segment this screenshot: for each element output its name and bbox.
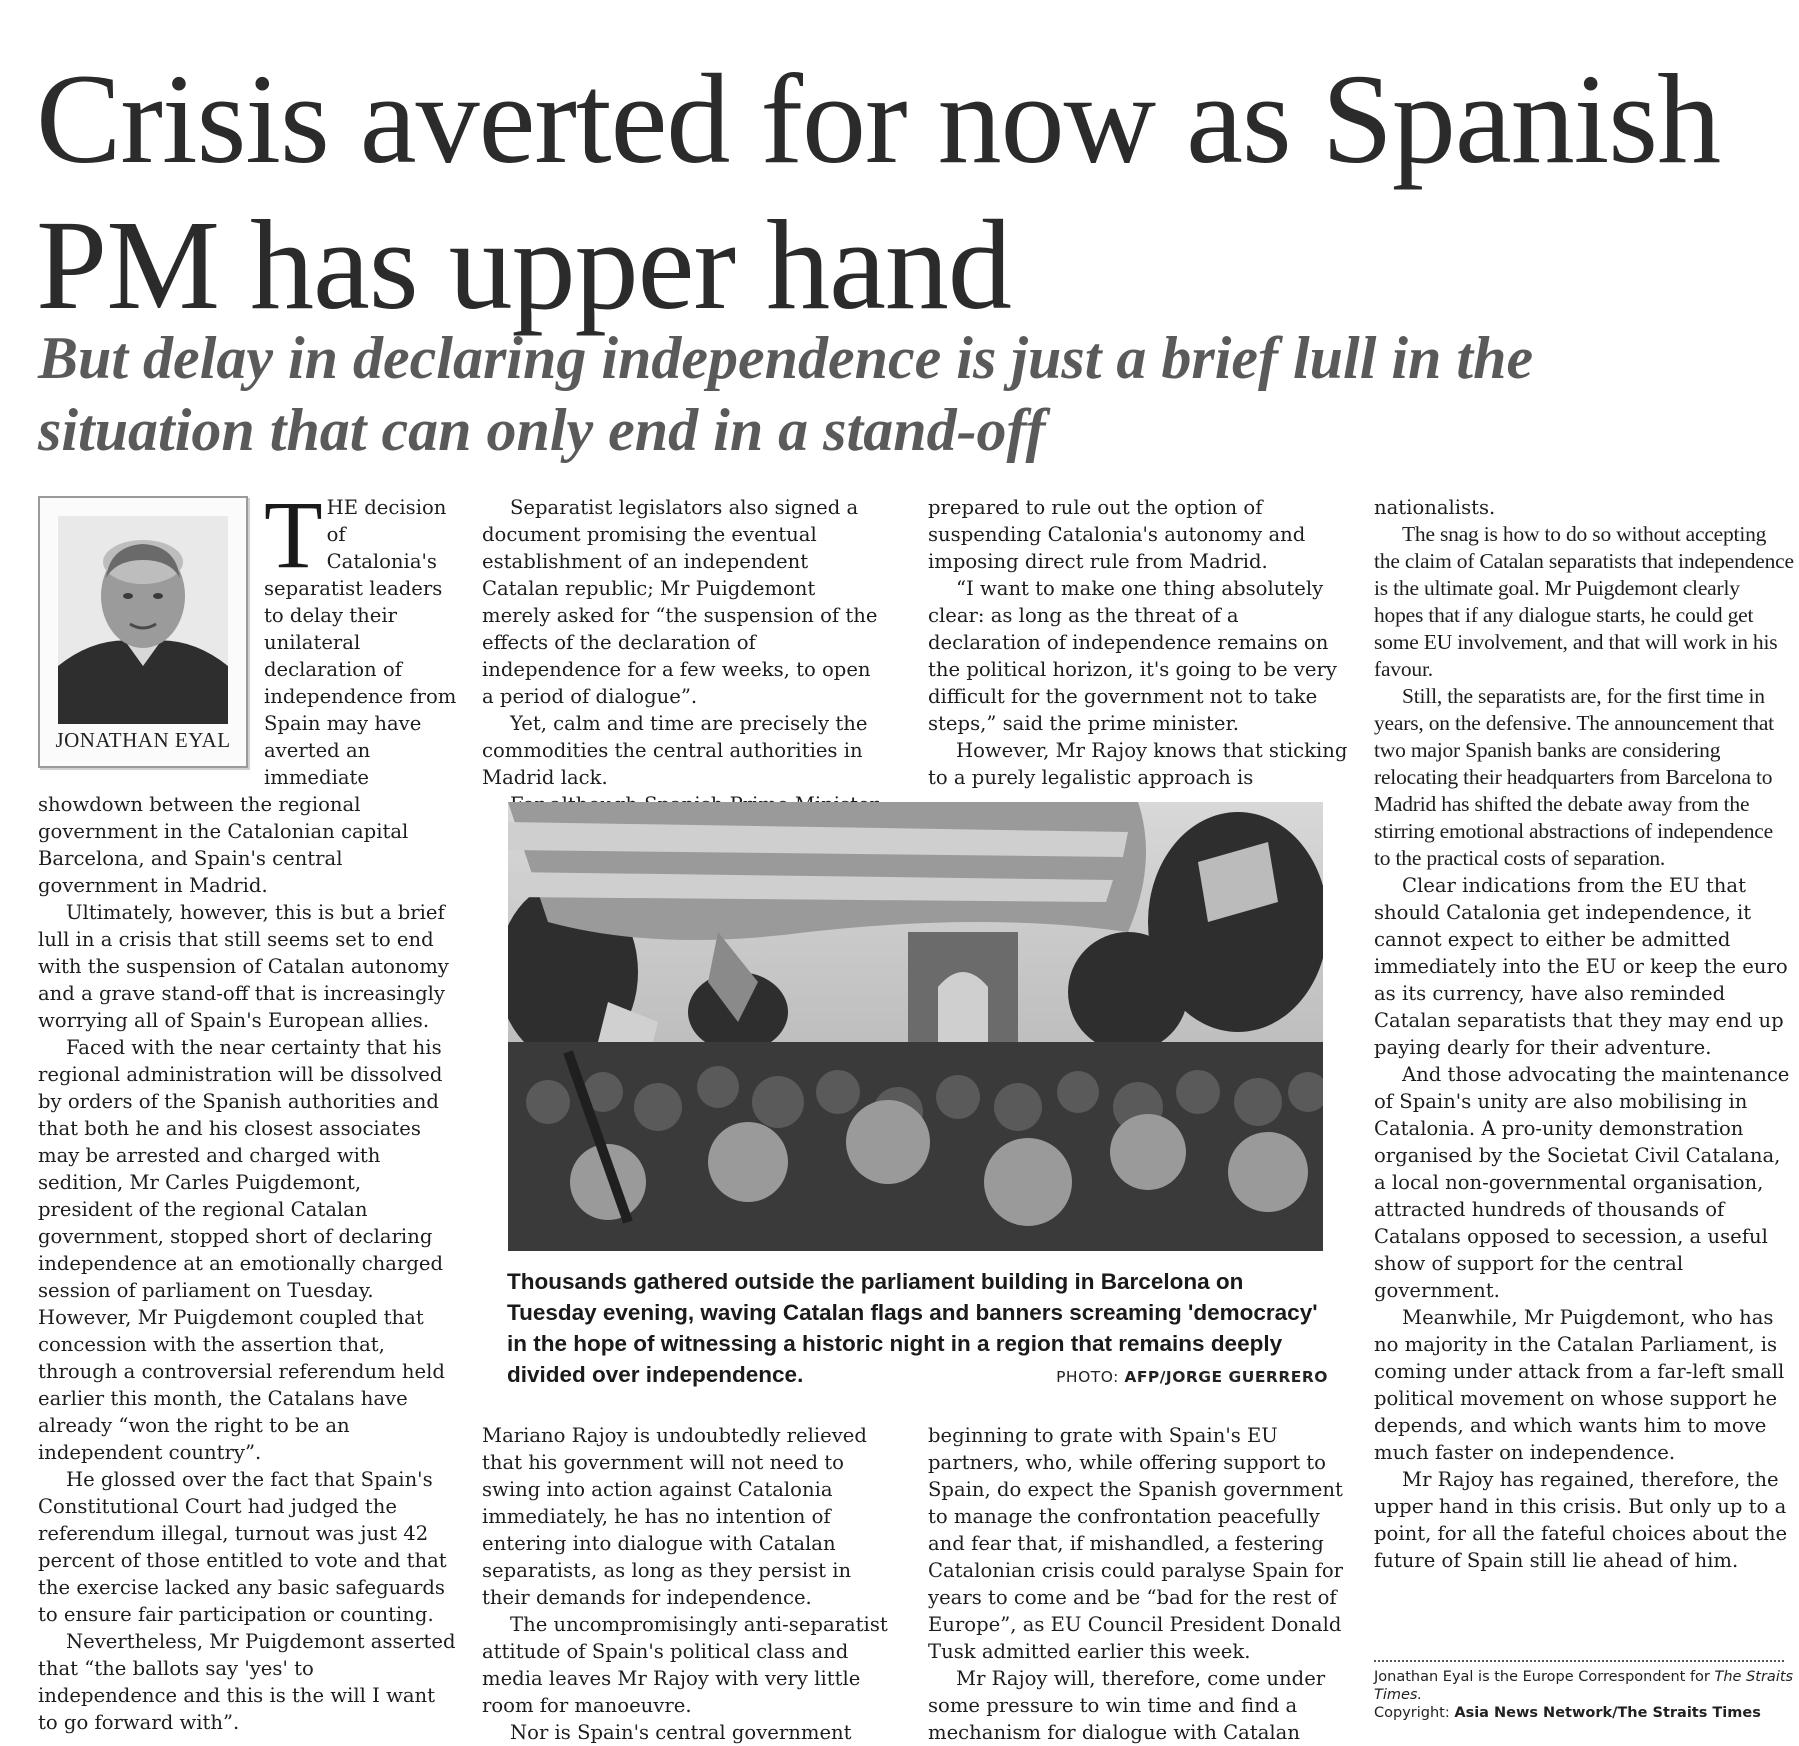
author-note-paper: The Straits Times. [1374, 1669, 1794, 1703]
paragraph: Mr Rajoy will, therefore, come under some pressure to win time and find a mechanism for dialogue with Catalan [928, 1667, 1326, 1744]
author-portrait [58, 516, 228, 724]
byline: JONATHAN EYAL [55, 728, 231, 752]
photo-caption: Thousands gathered outside the parliament building in Barcelona on Tuesday evening, waving Catalan flags and banners screaming 'democracy' in the hope of witnessing a historic night in a region that remains deeply divided over independence. [507, 1269, 1318, 1387]
paragraph: The snag is how to do so without accepting the claim of Catalan separatists that independence is the ultimate goal. Mr Puigdemont clearly hopes that if any dialogue starts, he could get some EU involvement, and that will work in his favour. [1374, 522, 1794, 681]
paragraph: nationalists. [1374, 496, 1496, 519]
column-2-top [482, 494, 882, 818]
paragraph: Still, the separatists are, for the first time in years, on the defensive. The announcement that two major Spanish banks are considering relocating their headquarters from Barcelona to Madrid has shifted the debate away from the stirring emotional abstractions of independence to the practical costs of separation. [1374, 684, 1774, 870]
paragraph: Separatist legislators also signed a document promising the eventual establishment of an independent Catalan republic; Mr Puigdemont merely asked for “the suspension of the effects of the declaration of independence for a few weeks, to open a period of dialogue”. [482, 496, 878, 708]
footer-divider [1374, 1660, 1784, 1662]
drop-cap: T [264, 481, 323, 588]
column-1 [38, 481, 458, 1736]
photo-credit [1052, 1368, 1328, 1386]
subheadline: But delay in declaring independence is just a brief lull in the situation that can only end in a stand-off [38, 325, 1534, 463]
paragraph: Mariano Rajoy is undoubtedly relieved that his government will not need to swing into action against Catalonia immediately, he has no intention of entering into dialogue with Catalan separatists, as long as they persist in their demands for independence. [482, 1424, 867, 1609]
copyright-line [1374, 1704, 1794, 1722]
paragraph: The uncompromisingly anti-separatist attitude of Spain's political class and media leaves Mr Rajoy with very little room for manoeuvre. [482, 1613, 888, 1717]
column-2-bottom [482, 1422, 902, 1746]
paragraph: Ultimately, however, this is but a brief lull in a crisis that still seems set to end with the suspension of Catalan autonomy and a grave stand-off that is increasingly worrying all of Spain's European allies. [38, 901, 449, 1032]
paragraph: He glossed over the fact that Spain's Constitutional Court had judged the referendum illegal, turnout was just 42 percent of those entitled to vote and that the exercise lacked any basic safeguards to ensure fair participation or counting. [38, 1468, 447, 1626]
paragraph: Faced with the near certainty that his regional administration will be dissolved by orders of the Spanish authorities and that both he and his closest associates may be arrested and charged with sedition, Mr Carles Puigdemont, president of the regional Catalan government, stopped short of declaring independence at an emotionally charged session of parliament on Tuesday. However, Mr Puigdemont coupled that concession with the assertion that, through a controversial referendum held earlier this month, the Catalans have already “won the right to be an independent country”. [38, 1036, 445, 1464]
author-note-text: Jonathan Eyal is the Europe Correspondent for [1374, 1669, 1710, 1685]
column-3-bottom [928, 1422, 1348, 1746]
crowd-photo-illustration [508, 802, 1323, 1251]
paragraph: Yet, calm and time are precisely the commodities the central authorities in Madrid lack. [482, 712, 868, 789]
paragraph: “I want to make one thing absolutely clear: as long as the threat of a declaration of independence remains on the political horizon, it's going to be very difficult for the government not to take steps,” said the prime minister. [928, 577, 1337, 735]
paragraph: prepared to rule out the option of suspending Catalonia's autonomy and imposing direct rule from Madrid. [928, 496, 1306, 573]
paragraph: Mr Rajoy has regained, therefore, the upper hand in this crisis. But only up to a point, for all the fateful choices about the future of Spain still lie ahead of him. [1374, 1468, 1788, 1572]
author-box [38, 496, 248, 768]
paragraph: beginning to grate with Spain's EU partners, who, while offering support to Spain, do expect the Spanish government to manage the confrontation peacefully and fear that, if mishandled, a festering Catalonian crisis could paralyse Spain for years to come and be “bad for the rest of Europe”, as EU Council President Donald Tusk admitted earlier this week. [928, 1424, 1344, 1663]
copyright-holder: Asia News Network/The Straits Times [1454, 1705, 1761, 1721]
author-portrait-image [58, 516, 228, 724]
lead-paragraph: HE decision of Catalonia's separatist leaders to delay their unilateral declaration of independence from Spain may have averted an immediate showdown between the regional government in the Catalonian capital Barcelona, and Spain's central government in Madrid. [38, 496, 457, 897]
paragraph: Nevertheless, Mr Puigdemont asserted that “the ballots say 'yes' to independence and this is the will I want to go forward with”. [38, 1630, 456, 1734]
author-note-line [1374, 1668, 1794, 1704]
photo-credit-source: AFP/JORGE GUERRERO [1124, 1368, 1328, 1386]
paragraph: Meanwhile, Mr Puigdemont, who has no majority in the Catalan Parliament, is coming under attack from a far-left small political movement on whose support he depends, and which wants him to move much faster on independence. [1374, 1306, 1785, 1464]
paragraph: However, Mr Rajoy knows that sticking to a purely legalistic approach is [928, 739, 1348, 789]
photo-credit-label: PHOTO: [1056, 1368, 1119, 1386]
paragraph: Nor is Spain's central government [510, 1721, 852, 1744]
paragraph: And those advocating the maintenance of Spain's unity are also mobilising in Catalonia. A pro-unity demonstration organised by the Societat Civil Catalana, a local non-governmental organisation, attracted hundreds of thousands of Catalans opposed to secession, a useful show of support for the central government. [1374, 1063, 1790, 1302]
copyright-label: Copyright: [1374, 1705, 1450, 1721]
column-4 [1374, 494, 1794, 1574]
paragraph: Clear indications from the EU that should Catalonia get independence, it cannot expect to either be admitted immediately into the EU or keep the euro as its currency, have also reminded Catalan separatists that they may end up paying dearly for their adventure. [1374, 874, 1788, 1059]
author-note [1374, 1668, 1794, 1722]
column-3-top [928, 494, 1348, 791]
news-photo [508, 802, 1323, 1251]
headline: Crisis averted for now as Spanish PM has upper hand [36, 48, 1721, 336]
